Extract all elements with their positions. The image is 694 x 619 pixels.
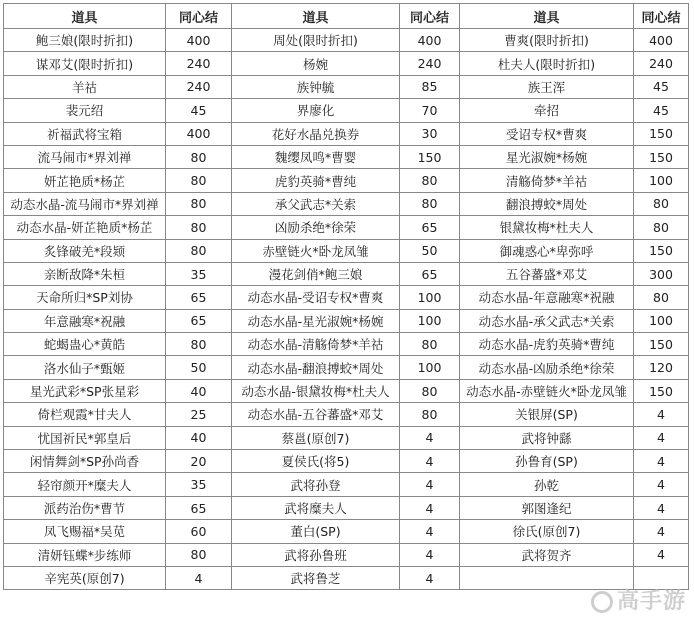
table-row <box>4 122 689 145</box>
cost-cell: 45 <box>166 99 232 122</box>
cost-cell: 4 <box>400 426 460 449</box>
cost-cell: 400 <box>400 29 460 52</box>
cost-cell: 65 <box>400 262 460 285</box>
cost-cell: 65 <box>166 309 232 332</box>
item-cell: 武将贺齐 <box>460 543 634 566</box>
item-cell: 承父武志*关索 <box>232 192 400 215</box>
item-cell: 派药治伤*曹节 <box>4 496 166 519</box>
cost-cell: 300 <box>634 262 689 285</box>
cost-cell: 100 <box>400 356 460 379</box>
table-row <box>4 543 689 566</box>
item-cell: 倚栏观霞*甘夫人 <box>4 403 166 426</box>
cost-cell: 80 <box>166 333 232 356</box>
cost-cell: 400 <box>166 29 232 52</box>
cost-cell: 4 <box>634 450 689 473</box>
item-cell: 孙乾 <box>460 473 634 496</box>
item-cell: 忧国祈民*郭皇后 <box>4 426 166 449</box>
table-row <box>4 450 689 473</box>
item-cell: 御魂惑心*卑弥呼 <box>460 239 634 262</box>
cost-cell: 150 <box>634 379 689 402</box>
cost-cell: 400 <box>634 29 689 52</box>
header-row <box>4 4 689 29</box>
cost-cell: 4 <box>400 543 460 566</box>
item-cell: 徐氏(原创7) <box>460 520 634 543</box>
cost-cell: 50 <box>400 239 460 262</box>
item-cell: 星光武彩*SP张星彩 <box>4 379 166 402</box>
item-cell: 动态水晶-凶励杀绝*徐荣 <box>460 356 634 379</box>
table-row <box>4 379 689 402</box>
item-cell: 虎豹英骑*曹纯 <box>232 169 400 192</box>
cost-cell: 150 <box>634 239 689 262</box>
header-item: 道具 <box>232 4 400 29</box>
item-cell: 清妍钰蝶*步练师 <box>4 543 166 566</box>
logo-icon <box>591 591 613 613</box>
cost-cell: 100 <box>400 286 460 309</box>
item-cell: 年意融寒*祝融 <box>4 309 166 332</box>
item-cell: 洛水仙子*甄姬 <box>4 356 166 379</box>
table-row <box>4 29 689 52</box>
cost-cell: 4 <box>634 543 689 566</box>
cost-cell: 4 <box>400 473 460 496</box>
item-cell: 清觞倚梦*羊祜 <box>460 169 634 192</box>
cost-cell: 80 <box>634 286 689 309</box>
table-row <box>4 333 689 356</box>
table-row <box>4 262 689 285</box>
cost-cell: 45 <box>634 99 689 122</box>
item-cell: 受诏专权*曹爽 <box>460 122 634 145</box>
cost-cell: 40 <box>166 379 232 402</box>
cost-cell: 70 <box>400 99 460 122</box>
item-cell: 动态水晶-赤壁链火*卧龙凤雏 <box>460 379 634 402</box>
item-cell: 杜夫人(限时折扣) <box>460 52 634 75</box>
cost-cell: 4 <box>166 566 232 589</box>
item-cell: 动态水晶-翻浪搏蛟*周处 <box>232 356 400 379</box>
table-row <box>4 520 689 543</box>
item-cell: 翻浪搏蛟*周处 <box>460 192 634 215</box>
table-row <box>4 403 689 426</box>
cost-cell: 30 <box>400 122 460 145</box>
item-cell: 曹爽(限时折扣) <box>460 29 634 52</box>
item-cell: 漫花剑俏*鲍三娘 <box>232 262 400 285</box>
cost-cell: 4 <box>400 450 460 473</box>
cost-cell: 80 <box>166 216 232 239</box>
item-cell: 蔡邕(原创7) <box>232 426 400 449</box>
cost-cell: 60 <box>166 520 232 543</box>
item-cell: 孙鲁育(SP) <box>460 450 634 473</box>
item-cell: 辛宪英(原创7) <box>4 566 166 589</box>
item-cell: 动态水晶-星光淑婉*杨婉 <box>232 309 400 332</box>
item-cell: 郭图逢纪 <box>460 496 634 519</box>
table-row <box>4 75 689 98</box>
cost-cell: 240 <box>634 52 689 75</box>
cost-cell: 80 <box>400 192 460 215</box>
cost-cell: 65 <box>400 216 460 239</box>
item-cell: 武将孙鲁班 <box>232 543 400 566</box>
item-cell: 裴元绍 <box>4 99 166 122</box>
item-cell: 动态水晶-妍芷艳质*杨芷 <box>4 216 166 239</box>
item-cell: 妍芷艳质*杨芷 <box>4 169 166 192</box>
cost-cell: 80 <box>166 239 232 262</box>
item-cell: 族王浑 <box>460 75 634 98</box>
cost-cell: 80 <box>400 333 460 356</box>
cost-cell: 25 <box>166 403 232 426</box>
cost-cell: 35 <box>166 473 232 496</box>
table-row <box>4 216 689 239</box>
cost-cell: 150 <box>634 333 689 356</box>
cost-cell: 65 <box>166 496 232 519</box>
cost-cell: 240 <box>166 52 232 75</box>
item-cell: 动态水晶-清觞倚梦*羊祜 <box>232 333 400 356</box>
item-cell: 动态水晶-承父武志*关索 <box>460 309 634 332</box>
table-row <box>4 145 689 168</box>
item-cell: 动态水晶-虎豹英骑*曹纯 <box>460 333 634 356</box>
cost-cell: 80 <box>400 379 460 402</box>
table-row <box>4 286 689 309</box>
table-row <box>4 99 689 122</box>
cost-cell: 150 <box>634 122 689 145</box>
item-cell: 武将钟繇 <box>460 426 634 449</box>
item-cell: 亲断敌降*朱桓 <box>4 262 166 285</box>
cost-cell: 100 <box>634 309 689 332</box>
cost-cell: 4 <box>634 473 689 496</box>
cost-cell: 4 <box>634 520 689 543</box>
header-item: 道具 <box>460 4 634 29</box>
item-cell: 闲情舞剑*SP孙尚香 <box>4 450 166 473</box>
cost-cell: 80 <box>166 169 232 192</box>
cost-cell: 80 <box>400 403 460 426</box>
item-cell: 赤壁链火*卧龙凤雏 <box>232 239 400 262</box>
item-cell: 族钟毓 <box>232 75 400 98</box>
cost-cell: 4 <box>400 520 460 543</box>
header-tongxinjie: 同心结 <box>634 4 689 29</box>
table-row <box>4 426 689 449</box>
item-cell: 动态水晶-年意融寒*祝融 <box>460 286 634 309</box>
item-cell: 董白(SP) <box>232 520 400 543</box>
item-cell: 天命所归*SP刘协 <box>4 286 166 309</box>
item-cell: 武将孙登 <box>232 473 400 496</box>
table-row <box>4 496 689 519</box>
cost-cell: 400 <box>166 122 232 145</box>
table-row <box>4 309 689 332</box>
cost-cell: 80 <box>634 192 689 215</box>
item-cell: 炙锋破羌*段颎 <box>4 239 166 262</box>
cost-cell: 100 <box>400 309 460 332</box>
item-cell: 动态水晶-五谷蕃盛*邓艾 <box>232 403 400 426</box>
cost-cell: 150 <box>634 145 689 168</box>
watermark: 高手游 <box>591 584 686 615</box>
item-cell: 凶励杀绝*徐荣 <box>232 216 400 239</box>
cost-cell: 240 <box>400 52 460 75</box>
table-row <box>4 239 689 262</box>
header-tongxinjie: 同心结 <box>400 4 460 29</box>
item-cell: 界廖化 <box>232 99 400 122</box>
item-cell: 动态水晶-受诏专权*曹爽 <box>232 286 400 309</box>
cost-cell: 4 <box>634 426 689 449</box>
item-cell: 动态水晶-流马闹市*界刘禅 <box>4 192 166 215</box>
item-cell: 祈福武将宝箱 <box>4 122 166 145</box>
item-cell: 星光淑婉*杨婉 <box>460 145 634 168</box>
cost-cell: 80 <box>166 145 232 168</box>
table-row <box>4 566 689 589</box>
item-cell: 魏缨凤鸣*曹婴 <box>232 145 400 168</box>
exchange-table <box>3 3 689 590</box>
cost-cell: 4 <box>634 496 689 519</box>
cost-cell: 50 <box>166 356 232 379</box>
cost-cell: 80 <box>634 216 689 239</box>
cost-cell: 35 <box>166 262 232 285</box>
cost-cell: 80 <box>166 192 232 215</box>
item-cell: 周处(限时折扣) <box>232 29 400 52</box>
cost-cell: 85 <box>400 75 460 98</box>
table-row <box>4 52 689 75</box>
cost-cell: 20 <box>166 450 232 473</box>
item-cell: 夏侯氏(将5) <box>232 450 400 473</box>
item-cell: 五谷蕃盛*邓艾 <box>460 262 634 285</box>
cost-cell: 120 <box>634 356 689 379</box>
cost-cell: 100 <box>634 169 689 192</box>
item-cell: 武将糜夫人 <box>232 496 400 519</box>
item-cell: 凤飞赐福*吴苋 <box>4 520 166 543</box>
header-item: 道具 <box>4 4 166 29</box>
item-cell: 关银屏(SP) <box>460 403 634 426</box>
item-cell: 羊祜 <box>4 75 166 98</box>
cost-cell: 80 <box>166 543 232 566</box>
table-row <box>4 473 689 496</box>
item-cell: 花好水晶兑换券 <box>232 122 400 145</box>
cost-cell: 80 <box>400 169 460 192</box>
cost-cell: 40 <box>166 426 232 449</box>
cost-cell: 150 <box>400 145 460 168</box>
item-cell: 蛇蝎蛊心*黄皓 <box>4 333 166 356</box>
item-cell: 杨婉 <box>232 52 400 75</box>
cost-cell: 240 <box>166 75 232 98</box>
cost-cell: 45 <box>634 75 689 98</box>
table-row <box>4 356 689 379</box>
item-cell: 鲍三娘(限时折扣) <box>4 29 166 52</box>
item-cell: 流马闹市*界刘禅 <box>4 145 166 168</box>
table-row <box>4 192 689 215</box>
item-cell: 动态水晶-银黛妆梅*杜夫人 <box>232 379 400 402</box>
header-tongxinjie: 同心结 <box>166 4 232 29</box>
cost-cell: 4 <box>400 496 460 519</box>
cost-cell: 4 <box>400 566 460 589</box>
item-cell: 武将鲁芝 <box>232 566 400 589</box>
cost-cell: 65 <box>166 286 232 309</box>
item-cell: 牵招 <box>460 99 634 122</box>
item-cell: 银黛妆梅*杜夫人 <box>460 216 634 239</box>
cost-cell: 4 <box>634 403 689 426</box>
table-row <box>4 169 689 192</box>
item-cell: 轻帘颜开*糜夫人 <box>4 473 166 496</box>
item-cell: 谋邓艾(限时折扣) <box>4 52 166 75</box>
